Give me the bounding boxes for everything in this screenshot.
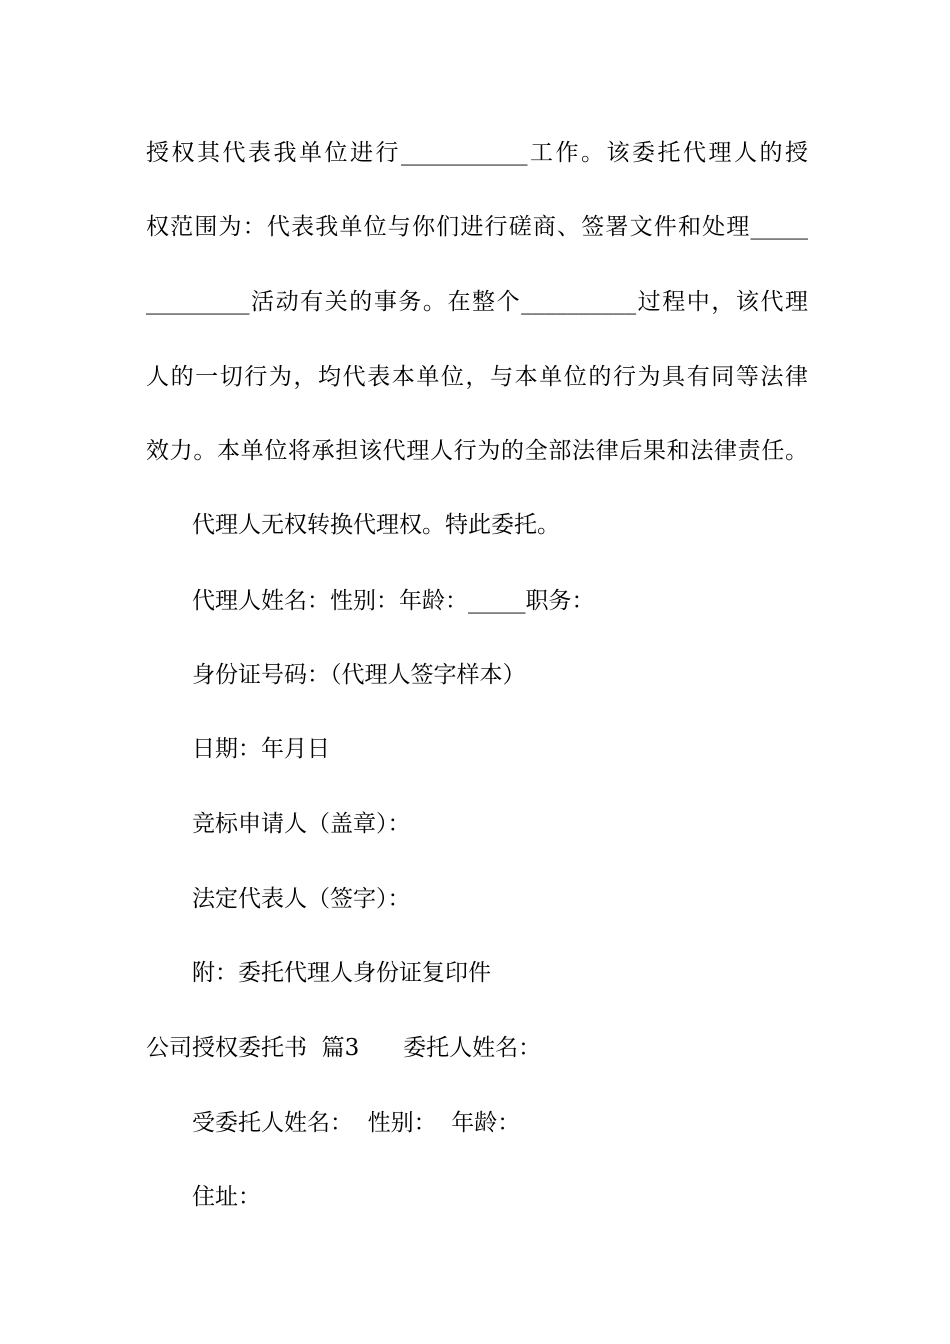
attachment-note: 附：委托代理人身份证复印件 [192,960,491,986]
form-field-line: 受委托人姓名： 性别： 年龄： [192,1110,521,1136]
form-field-line: 日期：年月日 [192,736,330,762]
form-field-line: 住址： [192,1184,261,1210]
form-field-line: 法定代表人（签字）： [192,886,411,912]
paragraph-line: _________活动有关的事务。在整个__________过程中，该代理 [146,289,808,315]
paragraph-line: 授权其代表我单位进行___________工作。该委托代理人的授 [146,140,808,166]
paragraph-line: 代理人无权转换代理权。特此委托。 [192,512,560,538]
paragraph-line: 效力。本单位将承担该代理人行为的全部法律后果和法律责任。 [146,438,808,464]
form-field-line: 代理人姓名：性别：年龄：_____职务： [192,588,595,614]
form-field-line: 竞标申请人（盖章）： [192,811,411,837]
paragraph-line: 人的一切行为，均代表本单位，与本单位的行为具有同等法律 [146,364,808,390]
paragraph-line: 权范围为：代表我单位与你们进行磋商、签署文件和处理_____ [146,214,808,240]
section-heading: 公司授权委托书 篇3 委托人姓名： [146,1035,542,1061]
form-field-line: 身份证号码：（代理人签字样本） [192,662,526,688]
